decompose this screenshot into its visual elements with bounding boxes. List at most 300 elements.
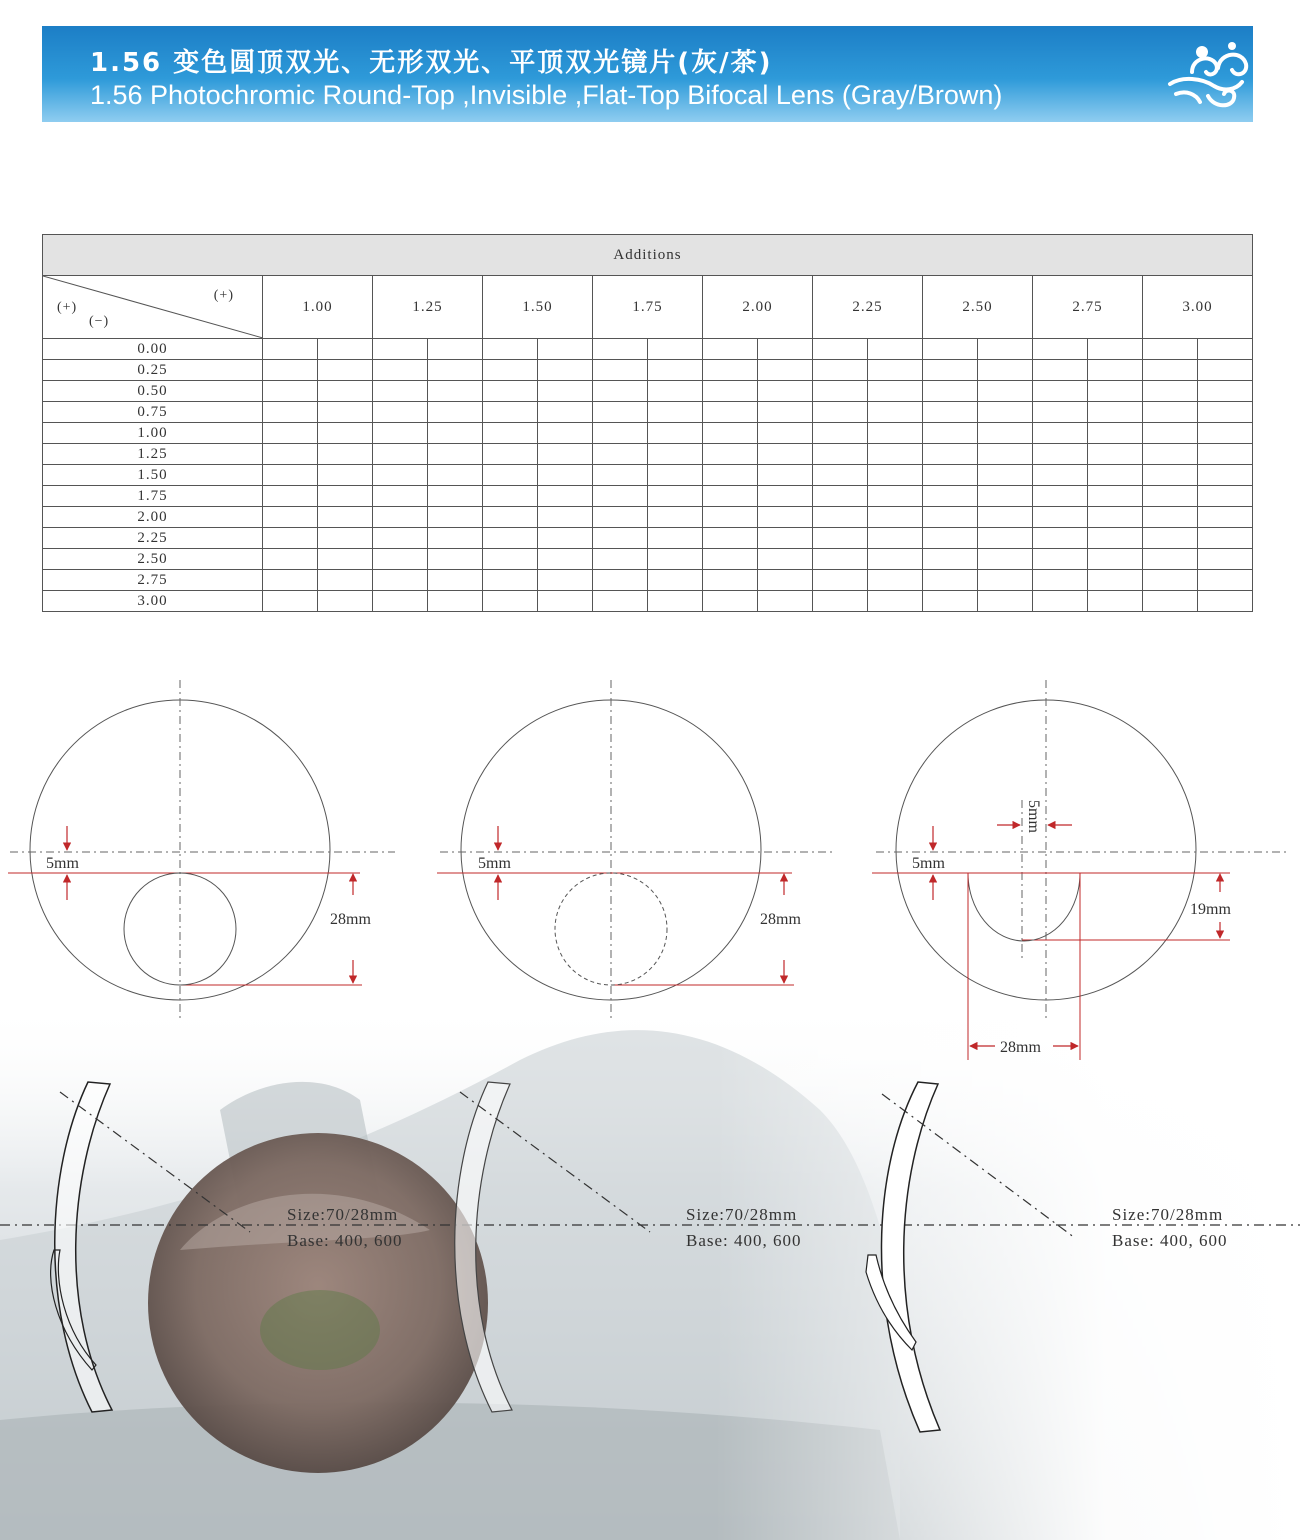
blank-cell (813, 528, 868, 549)
blank-cell (648, 486, 703, 507)
blank-cell (428, 570, 483, 591)
table-row (43, 591, 1253, 612)
blank-cell (1143, 360, 1198, 381)
sphere-value-cell: 0.50 (43, 381, 263, 402)
blank-cell (1198, 528, 1253, 549)
table-row (43, 465, 1253, 486)
table-row (43, 423, 1253, 444)
blank-cell (923, 381, 978, 402)
blank-cell (868, 465, 923, 486)
blank-cell (813, 465, 868, 486)
blank-cell (373, 591, 428, 612)
table-row (43, 444, 1253, 465)
blank-cell (373, 465, 428, 486)
addition-header-cell: 2.75 (1033, 276, 1143, 339)
blank-cell (1033, 486, 1088, 507)
corner-minus: (−) (89, 314, 110, 329)
blank-cell (263, 444, 318, 465)
blank-cell (318, 591, 373, 612)
blank-cell (868, 528, 923, 549)
blank-cell (703, 423, 758, 444)
blank-cell (1198, 507, 1253, 528)
corner-plus-left: (+) (57, 300, 78, 315)
blank-cell (263, 528, 318, 549)
blank-cell (648, 339, 703, 360)
blank-cell (428, 465, 483, 486)
lens-profile-flat-top (866, 1082, 1228, 1432)
blank-cell (648, 591, 703, 612)
blank-cell (648, 381, 703, 402)
blank-cell (978, 444, 1033, 465)
addition-header-cell: 3.00 (1143, 276, 1253, 339)
title-chinese: 1.56 变色圆顶双光、无形双光、平顶双光镜片(灰/茶) (90, 48, 773, 78)
sphere-value-cell: 2.75 (43, 570, 263, 591)
blank-cell (1088, 549, 1143, 570)
lens-size-1: Size:70/28mm (287, 1205, 399, 1224)
blank-cell (923, 486, 978, 507)
blank-cell (1033, 570, 1088, 591)
blank-cell (538, 360, 593, 381)
blank-cell (1198, 381, 1253, 402)
table-row (43, 570, 1253, 591)
blank-cell (318, 423, 373, 444)
blank-cell (483, 339, 538, 360)
blank-cell (538, 465, 593, 486)
blank-cell (318, 486, 373, 507)
blank-cell (428, 381, 483, 402)
blank-cell (1088, 486, 1143, 507)
blank-cell (373, 402, 428, 423)
lens-size-2: Size:70/28mm (686, 1205, 798, 1224)
blank-cell (483, 591, 538, 612)
blank-cell (593, 549, 648, 570)
blank-cell (1198, 423, 1253, 444)
blank-cell (1088, 591, 1143, 612)
sphere-value-cell: 0.25 (43, 360, 263, 381)
blank-cell (593, 444, 648, 465)
blank-cell (703, 507, 758, 528)
blank-cell (373, 486, 428, 507)
blank-cell (593, 465, 648, 486)
blank-cell (1198, 339, 1253, 360)
blank-cell (263, 486, 318, 507)
blank-cell (703, 549, 758, 570)
blank-cell (868, 507, 923, 528)
blank-cell (758, 381, 813, 402)
blank-cell (1033, 591, 1088, 612)
addition-header-cell: 1.75 (593, 276, 703, 339)
blank-cell (263, 402, 318, 423)
blank-cell (483, 423, 538, 444)
blank-cell (538, 381, 593, 402)
blank-cell (538, 423, 593, 444)
blank-cell (1088, 360, 1143, 381)
blank-cell (593, 591, 648, 612)
blank-cell (813, 381, 868, 402)
flat-top-diagram (872, 680, 1290, 1060)
blank-cell (538, 402, 593, 423)
blank-cell (648, 360, 703, 381)
blank-cell (1198, 402, 1253, 423)
addition-header-cell: 1.00 (263, 276, 373, 339)
blank-cell (923, 591, 978, 612)
blank-cell (1088, 528, 1143, 549)
blank-cell (483, 486, 538, 507)
blank-cell (593, 486, 648, 507)
blank-cell (593, 381, 648, 402)
blank-cell (428, 444, 483, 465)
blank-cell (1143, 549, 1198, 570)
blank-cell (1198, 570, 1253, 591)
blank-cell (923, 339, 978, 360)
blank-cell (373, 381, 428, 402)
lens-profile-invisible (455, 1082, 802, 1412)
blank-cell (1033, 360, 1088, 381)
blank-cell (1198, 549, 1253, 570)
blank-cell (758, 507, 813, 528)
blank-cell (978, 507, 1033, 528)
invisible-diagram (437, 680, 835, 1020)
blank-cell (923, 528, 978, 549)
blank-cell (1088, 423, 1143, 444)
blank-cell (318, 570, 373, 591)
addition-header-cell: 1.25 (373, 276, 483, 339)
blank-cell (538, 528, 593, 549)
blank-cell (1088, 339, 1143, 360)
blank-cell (538, 507, 593, 528)
round-top-diagram (8, 680, 395, 1020)
blank-cell (923, 465, 978, 486)
blank-cell (648, 402, 703, 423)
blank-cell (318, 528, 373, 549)
blank-cell (813, 339, 868, 360)
blank-cell (703, 591, 758, 612)
blank-cell (758, 591, 813, 612)
sphere-value-cell: 0.00 (43, 339, 263, 360)
lens-base-1: Base: 400, 600 (287, 1231, 403, 1250)
blank-cell (1198, 360, 1253, 381)
blank-cell (538, 444, 593, 465)
table-row (43, 339, 1253, 360)
corner-cell (43, 276, 263, 339)
blank-cell (1198, 444, 1253, 465)
blank-cell (978, 381, 1033, 402)
round-top-segment-label: 28mm (330, 911, 371, 928)
blank-cell (758, 528, 813, 549)
blank-cell (263, 591, 318, 612)
blank-cell (703, 402, 758, 423)
blank-cell (593, 360, 648, 381)
blank-cell (593, 507, 648, 528)
sphere-value-cell: 0.75 (43, 402, 263, 423)
blank-cell (758, 339, 813, 360)
cloud-swirl-icon (1162, 32, 1252, 116)
blank-cell (593, 339, 648, 360)
blank-cell (923, 402, 978, 423)
blank-cell (923, 570, 978, 591)
blank-cell (428, 360, 483, 381)
blank-cell (758, 570, 813, 591)
blank-cell (373, 549, 428, 570)
blank-cell (868, 549, 923, 570)
blank-cell (483, 381, 538, 402)
blank-cell (868, 381, 923, 402)
blank-cell (978, 360, 1033, 381)
blank-cell (263, 339, 318, 360)
table-row (43, 360, 1253, 381)
addition-header-cell: 2.25 (813, 276, 923, 339)
blank-cell (263, 507, 318, 528)
blank-cell (263, 570, 318, 591)
blank-cell (1088, 402, 1143, 423)
invisible-offset-label: 5mm (478, 855, 511, 872)
blank-cell (978, 402, 1033, 423)
blank-cell (978, 339, 1033, 360)
blank-cell (978, 570, 1033, 591)
blank-cell (263, 549, 318, 570)
lens-base-3: Base: 400, 600 (1112, 1231, 1228, 1250)
blank-cell (1033, 381, 1088, 402)
blank-cell (868, 444, 923, 465)
blank-cell (373, 339, 428, 360)
flat-top-inset-label: 5mm (1025, 800, 1042, 833)
blank-cell (483, 528, 538, 549)
blank-cell (318, 465, 373, 486)
blank-cell (1143, 570, 1198, 591)
blank-cell (813, 360, 868, 381)
blank-cell (318, 507, 373, 528)
blank-cell (538, 570, 593, 591)
blank-cell (923, 444, 978, 465)
blank-cell (593, 402, 648, 423)
blank-cell (703, 570, 758, 591)
blank-cell (1033, 549, 1088, 570)
blank-cell (868, 360, 923, 381)
blank-cell (1143, 486, 1198, 507)
blank-cell (373, 528, 428, 549)
blank-cell (1033, 444, 1088, 465)
blank-cell (813, 591, 868, 612)
blank-cell (813, 486, 868, 507)
blank-cell (703, 381, 758, 402)
blank-cell (593, 528, 648, 549)
blank-cell (1033, 423, 1088, 444)
blank-cell (263, 381, 318, 402)
blank-cell (318, 339, 373, 360)
blank-cell (428, 402, 483, 423)
blank-cell (1033, 507, 1088, 528)
table-row (43, 402, 1253, 423)
blank-cell (923, 360, 978, 381)
blank-cell (648, 549, 703, 570)
sphere-value-cell: 1.25 (43, 444, 263, 465)
blank-cell (1198, 465, 1253, 486)
invisible-segment-label: 28mm (760, 911, 801, 928)
blank-cell (1143, 339, 1198, 360)
blank-cell (703, 339, 758, 360)
blank-cell (758, 444, 813, 465)
blank-cell (1143, 591, 1198, 612)
sphere-value-cell: 1.75 (43, 486, 263, 507)
additions-header: Additions (43, 235, 1253, 276)
blank-cell (978, 486, 1033, 507)
blank-cell (538, 591, 593, 612)
blank-cell (978, 528, 1033, 549)
addition-header-cell: 1.50 (483, 276, 593, 339)
blank-cell (483, 570, 538, 591)
blank-cell (1143, 423, 1198, 444)
blank-cell (758, 465, 813, 486)
sphere-value-cell: 2.00 (43, 507, 263, 528)
blank-cell (1033, 402, 1088, 423)
blank-cell (483, 549, 538, 570)
blank-cell (758, 423, 813, 444)
blank-cell (868, 423, 923, 444)
blank-cell (758, 402, 813, 423)
flat-top-depth-label: 19mm (1190, 901, 1231, 918)
sphere-value-cell: 1.50 (43, 465, 263, 486)
title-english: 1.56 Photochromic Round-Top ,Invisible ,Flat-Top Bifocal Lens (Gray/Brown) (90, 80, 1003, 110)
blank-cell (1143, 507, 1198, 528)
flat-top-width-label: 28mm (1000, 1039, 1041, 1056)
lens-profile-round-top (51, 1082, 403, 1412)
blank-cell (483, 444, 538, 465)
table-row (43, 528, 1253, 549)
blank-cell (1143, 444, 1198, 465)
sphere-value-cell: 2.50 (43, 549, 263, 570)
additions-table (42, 234, 1253, 612)
blank-cell (1088, 381, 1143, 402)
blank-cell (1143, 402, 1198, 423)
blank-cell (428, 591, 483, 612)
blank-cell (923, 549, 978, 570)
blank-cell (758, 549, 813, 570)
header-banner (42, 26, 1253, 122)
blank-cell (813, 402, 868, 423)
blank-cell (978, 423, 1033, 444)
blank-cell (703, 465, 758, 486)
blank-cell (868, 402, 923, 423)
blank-cell (648, 444, 703, 465)
table-row (43, 507, 1253, 528)
blank-cell (868, 486, 923, 507)
blank-cell (758, 486, 813, 507)
blank-cell (263, 465, 318, 486)
blank-cell (868, 591, 923, 612)
blank-cell (813, 570, 868, 591)
blank-cell (318, 360, 373, 381)
blank-cell (538, 486, 593, 507)
blank-cell (978, 591, 1033, 612)
blank-cell (593, 423, 648, 444)
blank-cell (923, 423, 978, 444)
blank-cell (373, 423, 428, 444)
blank-cell (978, 549, 1033, 570)
blank-cell (1088, 465, 1143, 486)
blank-cell (1143, 465, 1198, 486)
blank-cell (813, 507, 868, 528)
blank-cell (428, 549, 483, 570)
blank-cell (483, 465, 538, 486)
blank-cell (483, 360, 538, 381)
blank-cell (428, 423, 483, 444)
sphere-value-cell: 3.00 (43, 591, 263, 612)
blank-cell (923, 507, 978, 528)
blank-cell (263, 423, 318, 444)
sphere-value-cell: 2.25 (43, 528, 263, 549)
blank-cell (373, 444, 428, 465)
blank-cell (703, 486, 758, 507)
blank-cell (1033, 465, 1088, 486)
blank-cell (538, 549, 593, 570)
table-row (43, 549, 1253, 570)
blank-cell (648, 528, 703, 549)
lens-base-2: Base: 400, 600 (686, 1231, 802, 1250)
blank-cell (1033, 528, 1088, 549)
blank-cell (648, 465, 703, 486)
blank-cell (428, 486, 483, 507)
blank-cell (428, 528, 483, 549)
round-top-offset-label: 5mm (46, 855, 79, 872)
blank-cell (813, 423, 868, 444)
blank-cell (373, 570, 428, 591)
lens-size-3: Size:70/28mm (1112, 1205, 1224, 1224)
table-row (43, 486, 1253, 507)
blank-cell (1088, 507, 1143, 528)
blank-cell (1198, 591, 1253, 612)
blank-cell (318, 444, 373, 465)
blank-cell (263, 360, 318, 381)
blank-cell (538, 339, 593, 360)
blank-cell (318, 381, 373, 402)
sphere-value-cell: 1.00 (43, 423, 263, 444)
blank-cell (1088, 570, 1143, 591)
blank-cell (648, 423, 703, 444)
blank-cell (1143, 528, 1198, 549)
blank-cell (483, 507, 538, 528)
blank-cell (703, 528, 758, 549)
blank-cell (1088, 444, 1143, 465)
blank-cell (648, 570, 703, 591)
blank-cell (1198, 486, 1253, 507)
blank-cell (373, 507, 428, 528)
blank-cell (978, 465, 1033, 486)
corner-plus-top: (+) (213, 288, 234, 303)
blank-cell (868, 339, 923, 360)
blank-cell (813, 549, 868, 570)
flat-top-offset-label: 5mm (912, 855, 945, 872)
blank-cell (868, 570, 923, 591)
blank-cell (428, 507, 483, 528)
addition-header-cell: 2.00 (703, 276, 813, 339)
blank-cell (648, 507, 703, 528)
blank-cell (593, 570, 648, 591)
blank-cell (813, 444, 868, 465)
blank-cell (318, 402, 373, 423)
blank-cell (758, 360, 813, 381)
blank-cell (318, 549, 373, 570)
blank-cell (703, 360, 758, 381)
blank-cell (373, 360, 428, 381)
blank-cell (1033, 339, 1088, 360)
blank-cell (1143, 381, 1198, 402)
blank-cell (428, 339, 483, 360)
lens-diagrams (0, 660, 1300, 1540)
blank-cell (483, 402, 538, 423)
addition-header-cell: 2.50 (923, 276, 1033, 339)
table-row (43, 381, 1253, 402)
blank-cell (703, 444, 758, 465)
